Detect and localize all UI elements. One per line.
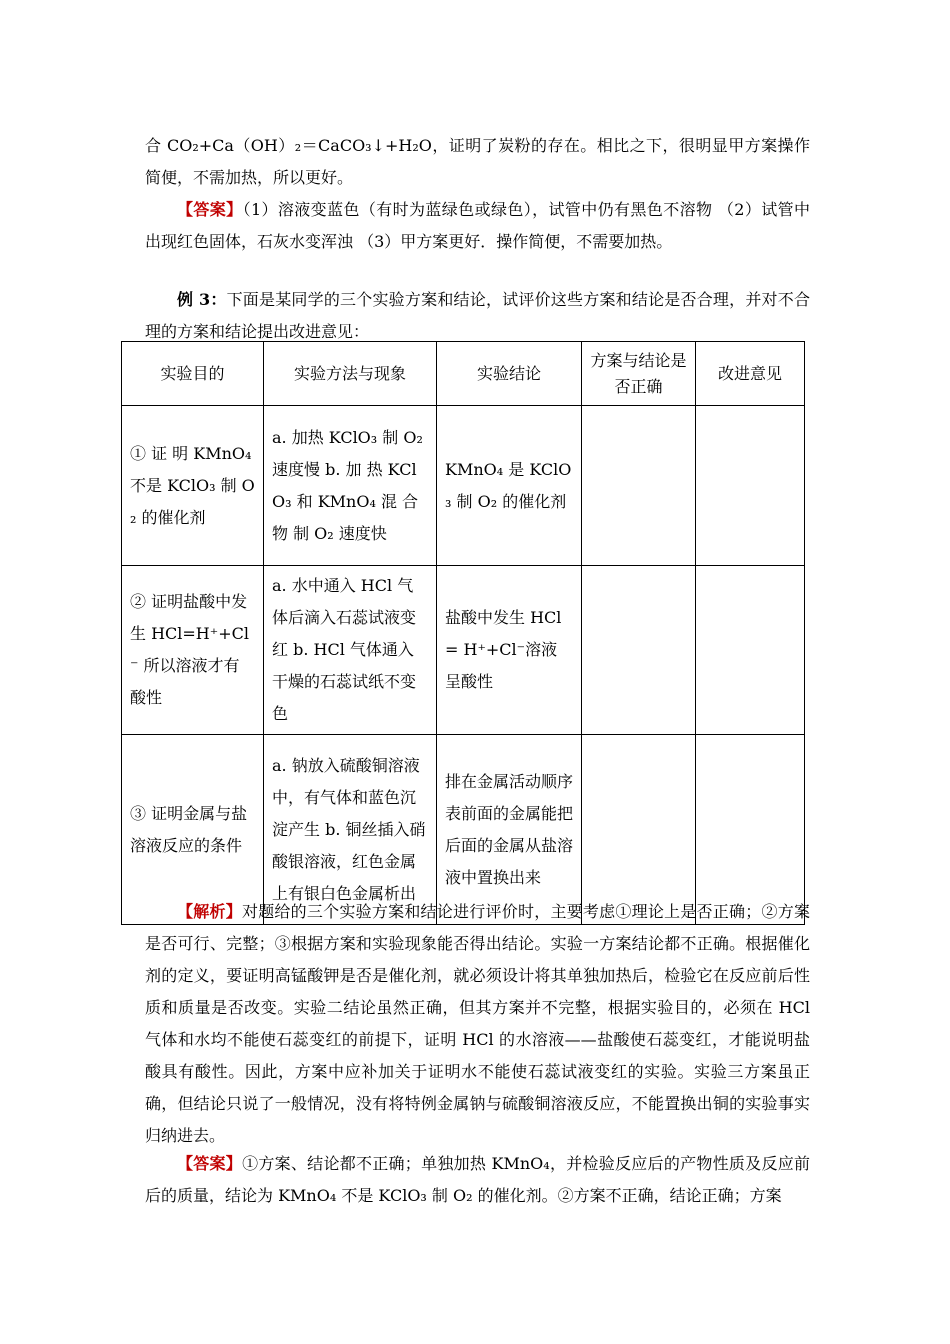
- cell-correct: [582, 566, 696, 735]
- header-correct: 方案与结论是否正确: [582, 342, 696, 406]
- analysis-paragraph: [145, 896, 810, 1152]
- cell-conclusion: KMnO₄ 是 KClO₃ 制 O₂ 的催化剂: [437, 406, 582, 566]
- analysis-text: 对题给的三个实验方案和结论进行评价时，主要考虑①理论上是否正确；②方案是否可行、完整；③根据方案和实验现象能否得出结论。实验一方案结论都不正确。根据催化剂的定义，要证明高锰酸钾是否是催化剂，就必须设计将其单独加热后，检验它在反应前后性质和质量是否改变。实验二结论虽然正确，但其方案并不完整，根据实验目的，必须在 HCl 气体和水均不能使石蕊变红的前提下，证明 HCl 的水溶液——盐酸使石蕊变红，才能说明盐酸具有酸性。因此，方案中应补加关于证明水不能使石蕊试液变红的实验。实验三方案虽正确，但结论只说了一般情况，没有将特例金属钠与硫酸铜溶液反应，不能置换出铜的实验事实归纳进去。: [145, 902, 810, 1145]
- header-advice: 改进意见: [696, 342, 805, 406]
- cell-correct: [582, 406, 696, 566]
- cell-purpose: ② 证明盐酸中发生 HCl=H⁺+Cl⁻ 所以溶液才有酸性: [122, 566, 264, 735]
- cell-purpose: ③ 证明金属与盐溶液反应的条件: [122, 735, 264, 925]
- answer2-text: ①方案、结论都不正确；单独加热 KMnO₄，并检验反应后的产物性质及反应前后的质量，结论为 KMnO₄ 不是 KClO₃ 制 O₂ 的催化剂。②方案不正确，结论正确；方案: [145, 1154, 810, 1205]
- analysis-label: 【解析】: [177, 902, 242, 921]
- table-row: [122, 406, 805, 566]
- header-conclusion: 实验结论: [437, 342, 582, 406]
- cell-method: a. 加热 KClO₃ 制 O₂ 速度慢 b. 加 热 KClO₃ 和 KMnO₄ 混 合 物 制 O₂ 速度快: [264, 406, 437, 566]
- answer-label: 【答案】: [177, 200, 243, 219]
- table-header-row: [122, 342, 805, 406]
- cell-purpose: ① 证 明 KMnO₄ 不是 KClO₃ 制 O₂ 的催化剂: [122, 406, 264, 566]
- experiment-table: [121, 341, 805, 925]
- example-text: 下面是某同学的三个实验方案和结论，试评价这些方案和结论是否合理，并对不合理的方案和结论提出改进意见：: [145, 290, 810, 341]
- answer-paragraph-1: [145, 194, 810, 258]
- header-method: 实验方法与现象: [264, 342, 437, 406]
- cell-advice: [696, 406, 805, 566]
- answer-paragraph-2: [145, 1148, 810, 1212]
- example-label: 例 3：: [177, 290, 227, 309]
- intro-paragraph: 合 CO₂+Ca（OH）₂＝CaCO₃↓+H₂O，证明了炭粉的存在。相比之下，很明显甲方案操作简便，不需加热，所以更好。: [145, 136, 810, 187]
- cell-method: a. 钠放入硫酸铜溶液中，有气体和蓝色沉淀产生 b. 铜丝插入硝酸银溶液，红色金属上有银白色金属析出: [264, 735, 437, 925]
- cell-conclusion: 排在金属活动顺序表前面的金属能把后面的金属从盐溶液中置换出来: [437, 735, 582, 925]
- cell-method: a. 水中通入 HCl 气体后滴入石蕊试液变红 b. HCl 气体通入干燥的石蕊试纸不变色: [264, 566, 437, 735]
- table-row: [122, 566, 805, 735]
- answer-text: （1）溶液变蓝色（有时为蓝绿色或绿色），试管中仍有黑色不溶物 （2）试管中出现红色固体，石灰水变浑浊 （3）甲方案更好．操作简便，不需要加热。: [145, 200, 810, 251]
- cell-advice: [696, 566, 805, 735]
- cell-conclusion: 盐酸中发生 HCl= H⁺+Cl⁻溶液呈酸性: [437, 566, 582, 735]
- answer2-label: 【答案】: [177, 1154, 243, 1173]
- header-purpose: 实验目的: [122, 342, 264, 406]
- example-paragraph: [145, 284, 810, 348]
